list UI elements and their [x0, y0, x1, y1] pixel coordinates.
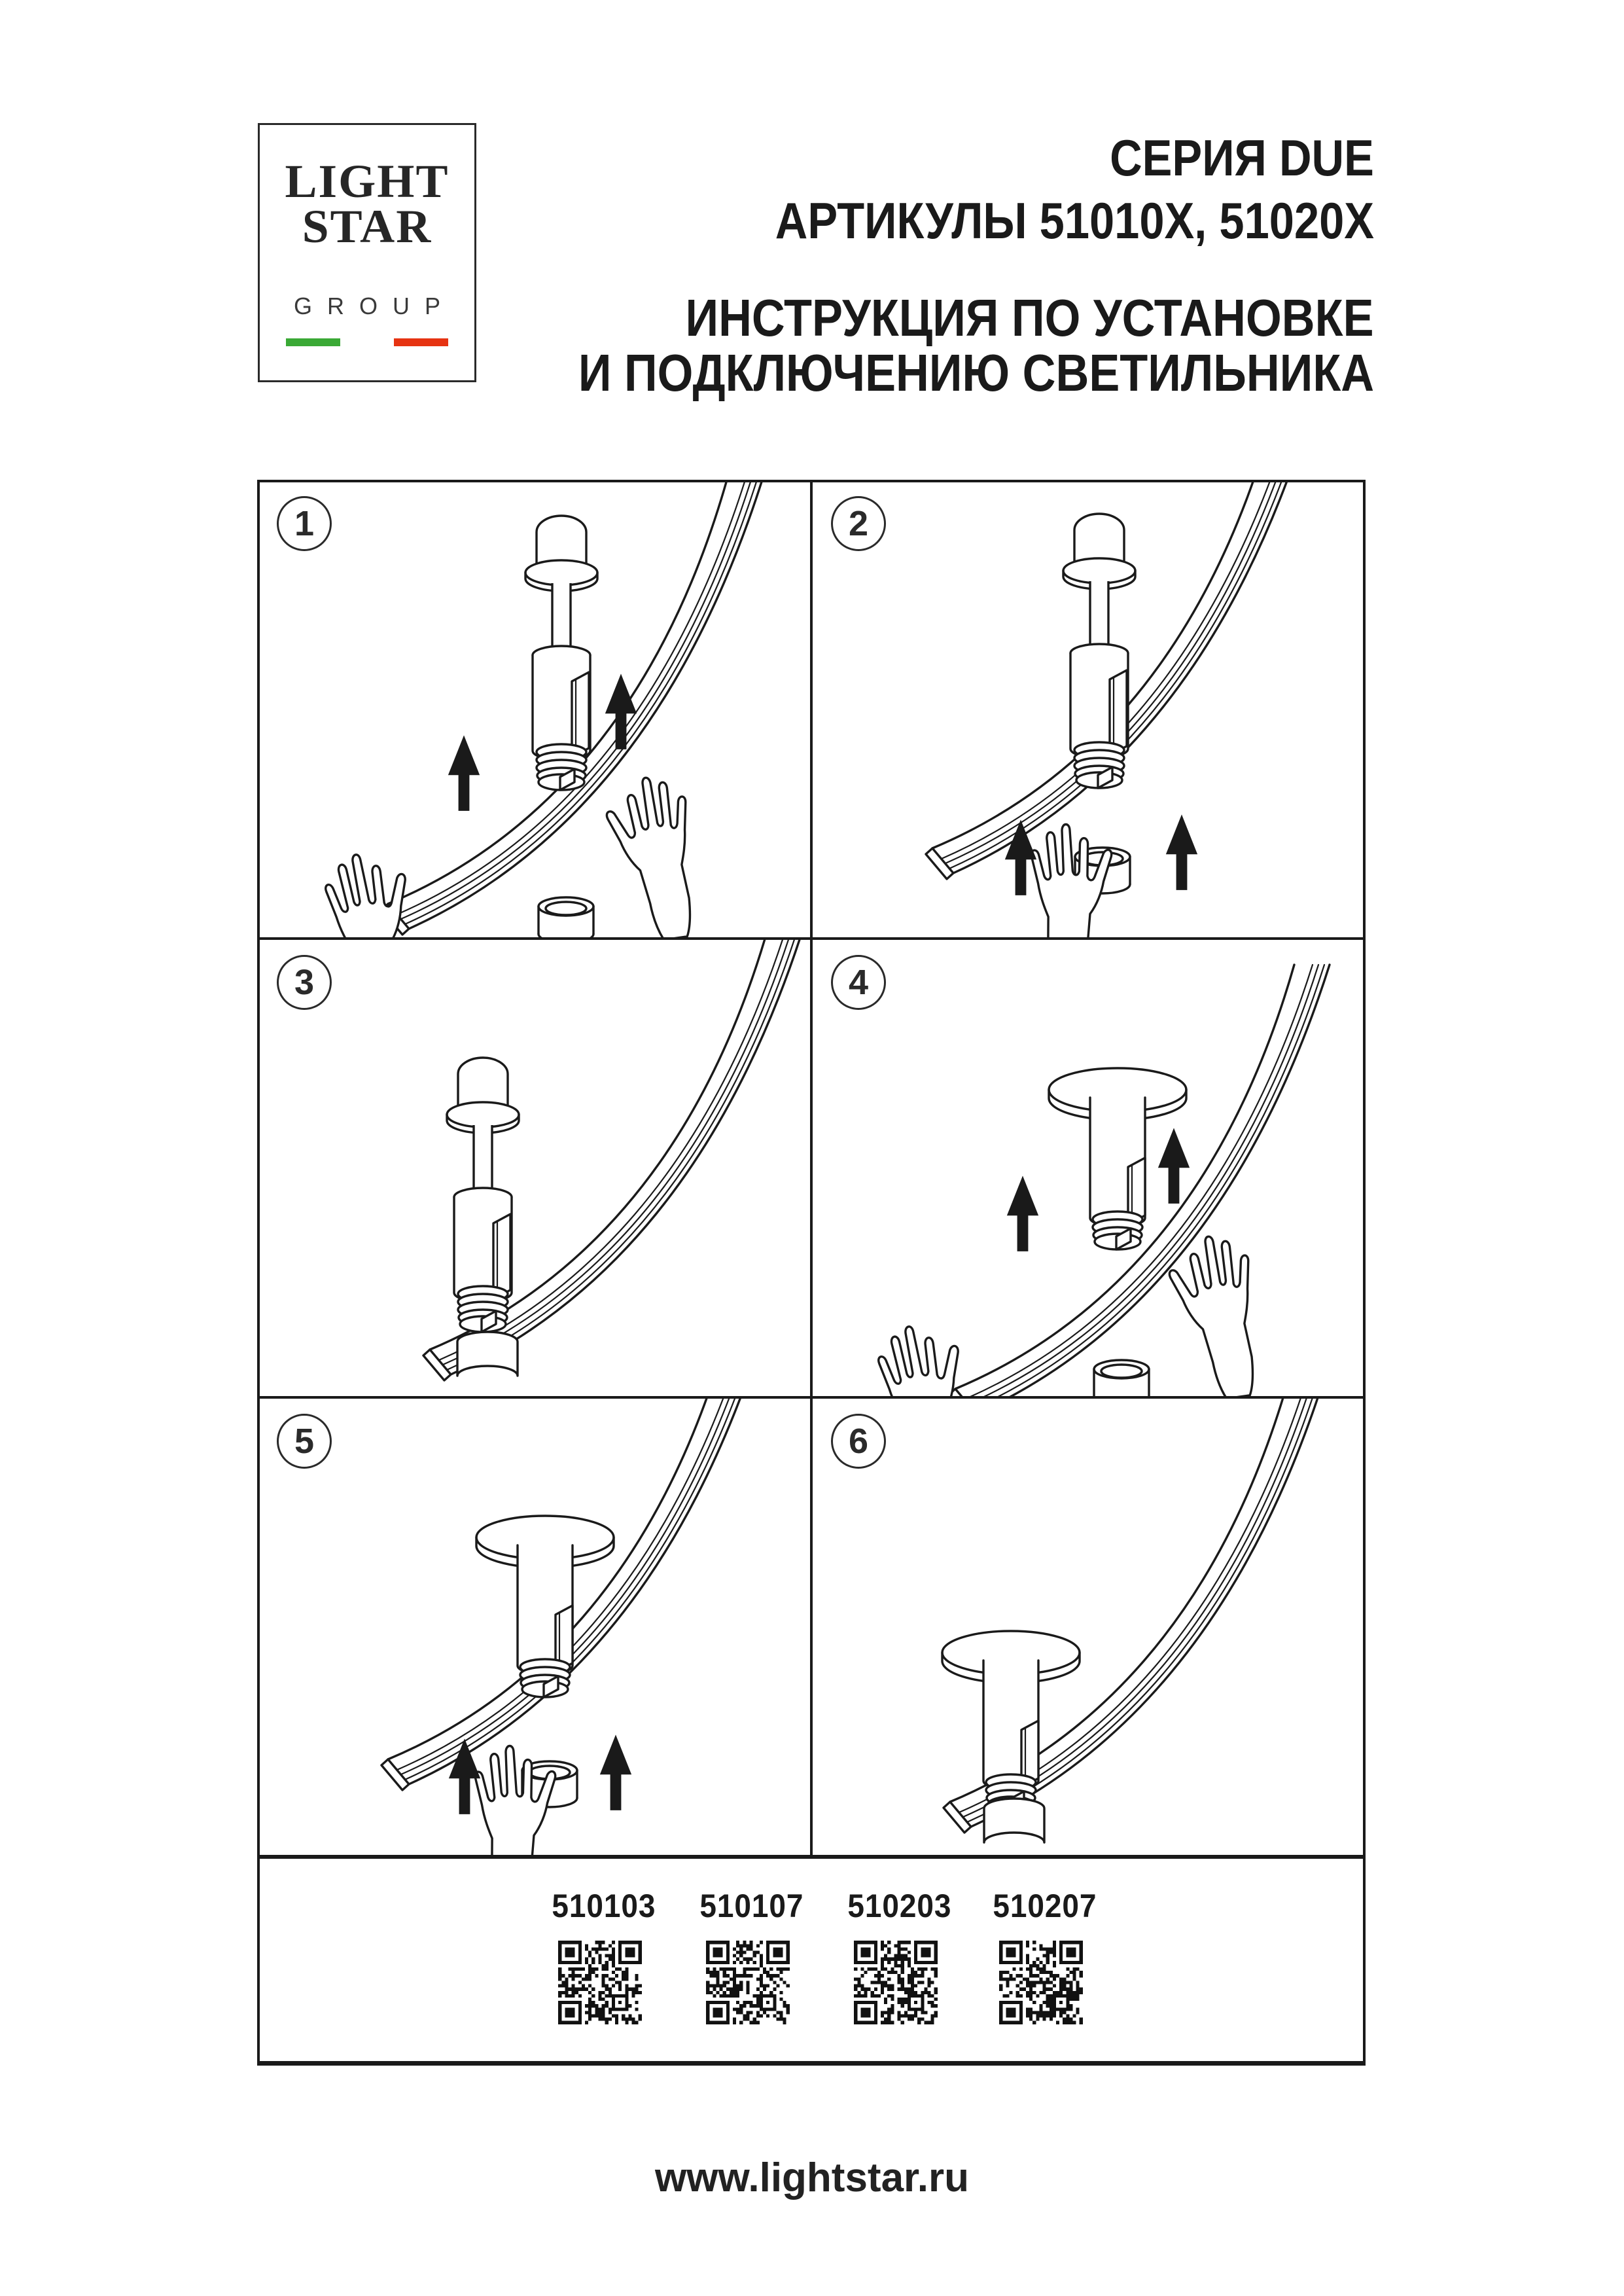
hanging-fixing: [447, 1058, 519, 1332]
step-5-illustration: [257, 1397, 811, 1856]
step-4-illustration: [811, 939, 1366, 1397]
step-1-illustration: [257, 480, 811, 939]
hand-outline: [1029, 821, 1120, 939]
hand-outline: [473, 1743, 564, 1856]
arrow-up-icon: [1166, 814, 1197, 890]
step-2-illustration: [811, 480, 1366, 939]
lock-cap: [538, 897, 593, 939]
step-number: 4: [831, 955, 886, 1010]
logo-word-group: GROUP: [293, 293, 455, 319]
qr-code: [847, 1934, 944, 2031]
lock-cap-screwed: [984, 1799, 1044, 1842]
arrow-up-icon: [1005, 819, 1036, 895]
lock-cap: [1094, 1360, 1149, 1397]
hand-right-outline: [603, 773, 705, 939]
qr-block-1: [548, 1887, 656, 2034]
lightstar-logo: [258, 123, 476, 382]
arrow-up-icon: [605, 673, 637, 749]
flag-white-segment: [340, 338, 395, 346]
italian-flag-bar: [286, 338, 448, 346]
arrow-up-icon: [600, 1734, 631, 1810]
articles-line: АРТИКУЛЫ 51010X, 51020X: [775, 192, 1374, 249]
step-panel-2: [811, 480, 1366, 939]
arrow-up-icon: [449, 1738, 480, 1814]
lock-cap-screwed: [457, 1332, 518, 1376]
step-number: 5: [277, 1414, 332, 1469]
step-panel-1: [257, 480, 811, 939]
arrow-up-icon: [448, 735, 480, 811]
step-number: 2: [831, 496, 886, 551]
article-number: 510203: [847, 1888, 952, 1924]
logo-word-star: STAR: [302, 200, 432, 253]
qr-code: [993, 1934, 1089, 2031]
ceiling-canopy-fixing: [942, 1631, 1080, 1812]
arrow-up-icon: [1007, 1175, 1038, 1251]
series-title: СЕРИЯ DUE: [1110, 129, 1374, 187]
article-number: 510207: [993, 1888, 1097, 1924]
instruction-subtitle-line1: ИНСТРУКЦИЯ ПО УСТАНОВКЕ: [685, 289, 1374, 347]
step-3-illustration: [257, 939, 811, 1397]
arrow-up-icon: [1158, 1128, 1190, 1204]
website-url: www.lightstar.ru: [655, 2155, 969, 2200]
hanging-fixing: [525, 516, 597, 790]
article-number: 510107: [699, 1888, 804, 1924]
article-number: 510103: [552, 1888, 656, 1924]
qr-block-3: [843, 1887, 952, 2034]
step-number: 6: [831, 1414, 886, 1469]
step-panel-5: [257, 1397, 811, 1856]
qr-code: [552, 1934, 648, 2031]
qr-code: [699, 1934, 796, 2031]
hanging-fixing: [1063, 514, 1135, 788]
flag-red-segment: [394, 338, 448, 346]
steps-grid: [257, 480, 1366, 2066]
step-panel-3: [257, 939, 811, 1397]
hand-left-outline: [873, 1318, 985, 1397]
logo-word-light: LIGHT: [285, 155, 450, 207]
step-6-illustration: [811, 1397, 1366, 1856]
step-number: 3: [277, 955, 332, 1010]
qr-block-2: [696, 1887, 804, 2034]
instruction-subtitle-line2: И ПОДКЛЮЧЕНИЮ СВЕТИЛЬНИКА: [578, 344, 1374, 402]
qr-block-4: [989, 1887, 1097, 2034]
flag-green-segment: [286, 338, 340, 346]
step-panel-4: [811, 939, 1366, 1397]
step-panel-6: [811, 1397, 1366, 1856]
step-number: 1: [277, 496, 332, 551]
